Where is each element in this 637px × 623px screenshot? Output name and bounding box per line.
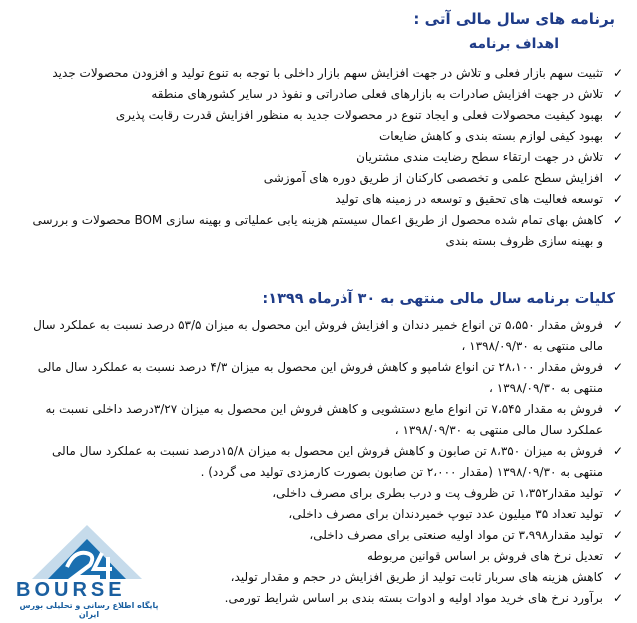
check-icon: ✓ [612, 66, 623, 80]
check-icon: ✓ [612, 528, 623, 542]
check-icon: ✓ [612, 486, 623, 500]
list-item [25, 399, 625, 441]
list-item [25, 210, 625, 252]
goals-list [25, 63, 625, 252]
list-item-text: فروش مقدار ۲۸،۱۰۰ تن انواع شامپو و کاهش فروش این محصول به میزان ۴/۳ درصد نسبت به عملکرد سال مالی منتهی به ۱۳۹۸/۰۹/۳۰ ، [37, 360, 603, 395]
check-icon: ✓ [612, 591, 623, 605]
check-icon: ✓ [612, 192, 623, 206]
check-icon: ✓ [612, 507, 623, 521]
section-heading: کلیات برنامه سال مالی منتهی به ۳۰ آذرماه ۱۳۹۹: [262, 291, 615, 307]
logo-wordmark: BOURSE [16, 579, 126, 601]
list-item [25, 105, 625, 126]
list-item [25, 84, 625, 105]
list-item-text: افزایش سطح علمی و تخصصی کارکنان از طریق دوره های آموزشی [263, 171, 603, 185]
check-icon: ✓ [612, 213, 623, 227]
list-item [25, 147, 625, 168]
list-item-text: بهبود کیفی لوازم بسته بندی و کاهش ضایعات [378, 129, 603, 143]
list-item [25, 315, 625, 357]
check-icon: ✓ [612, 87, 623, 101]
bourse-logo-mark-icon [12, 523, 162, 583]
list-item [25, 126, 625, 147]
check-icon: ✓ [612, 444, 623, 458]
list-item [25, 168, 625, 189]
list-item [25, 483, 625, 504]
list-item-text: تعدیل نرخ های فروش بر اساس قوانین مربوطه [366, 549, 603, 563]
list-item-text: تلاش در جهت ارتقاء سطح رضایت مندی مشتریان [356, 150, 603, 164]
list-item-text: فروش به مقدار ۷،۵۴۵ تن انواع مایع دستشویی و کاهش فروش این محصول به میزان ۳/۲۷درصد داخلی نسبت به عملکرد سال مالی منتهی به ۱۳۹۸/۰۹/۳۰ ، [45, 402, 603, 437]
list-item-text: کاهش بهای تمام شده محصول از طریق اعمال سیستم هزینه یابی عملیاتی و بهینه سازی BOM محصولات و بررسی و بهینه سازی ظروف بسته بندی [32, 213, 603, 248]
check-icon: ✓ [612, 570, 623, 584]
list-item-text: برآورد نرخ های خرید مواد اولیه و ادوات بسته بندی بر اساس شرایط تورمی. [224, 591, 603, 605]
check-icon: ✓ [612, 360, 623, 374]
check-icon: ✓ [612, 549, 623, 563]
list-item [25, 189, 625, 210]
list-item-text: تولید تعداد ۳۵ میلیون عدد تیوپ خمیردندان برای مصرف داخلی، [288, 507, 603, 521]
list-item-text: تولید مقدار۳،۹۹۸ تن مواد اولیه صنعتی برای مصرف داخلی، [309, 528, 603, 542]
list-item-text: تولید مقدار۱،۳۵۲ تن ظروف پت و درب بطری برای مصرف داخلی، [272, 486, 603, 500]
logo-tagline: پایگاه اطلاع رسانی و تحلیلی بورس ایران [19, 601, 159, 619]
check-icon: ✓ [612, 129, 623, 143]
list-item-text: فروش به میزان ۸،۳۵۰ تن صابون و کاهش فروش این محصول به میزان ۱۵/۸درصد نسبت به عملکرد سال مالی منتهی به ۱۳۹۸/۰۹/۳۰ (مقدار ۲،۰۰۰ تن صابون بصورت کارمزدی تولید می گردد) . [52, 444, 603, 479]
list-item-text: تلاش در جهت افزایش صادرات به بازارهای فعلی صادراتی و نفوذ در سایر کشورهای منطقه [151, 87, 603, 101]
check-icon: ✓ [612, 108, 623, 122]
list-item-text: بهبود کیفیت محصولات فعلی و ایجاد تنوع در محصولات جدید به منظور افزایش قدرت رقابت پذیری [115, 108, 603, 122]
check-icon: ✓ [612, 150, 623, 164]
list-item [25, 504, 625, 525]
list-item [25, 357, 625, 399]
check-icon: ✓ [612, 318, 623, 332]
list-item-text: فروش مقدار ۵،۵۵۰ تن انواع خمیر دندان و افزایش فروش این محصول به میزان ۵۳/۵ درصد نسبت به عملکرد سال مالی منتهی به ۱۳۹۸/۰۹/۳۰ ، [33, 318, 603, 353]
section-subtitle: اهداف برنامه [468, 36, 559, 52]
list-item [25, 63, 625, 84]
list-item-text: توسعه فعالیت های تحقیق و توسعه در زمینه های تولید [335, 192, 603, 206]
list-item [25, 441, 625, 483]
list-item-text: کاهش هزینه های سربار ثابت تولید از طریق افزایش در حجم و مقدار تولید، [230, 570, 603, 584]
check-icon: ✓ [612, 171, 623, 185]
check-icon: ✓ [612, 402, 623, 416]
list-item-text: تثبیت سهم بازار فعلی و تلاش در جهت افزایش سهم بازار داخلی با توجه به تنوع تولید و افزودن محصولات جدید [52, 66, 603, 80]
page-title: برنامه های سال مالی آتی : [413, 10, 615, 28]
bourse-logo [12, 523, 162, 619]
